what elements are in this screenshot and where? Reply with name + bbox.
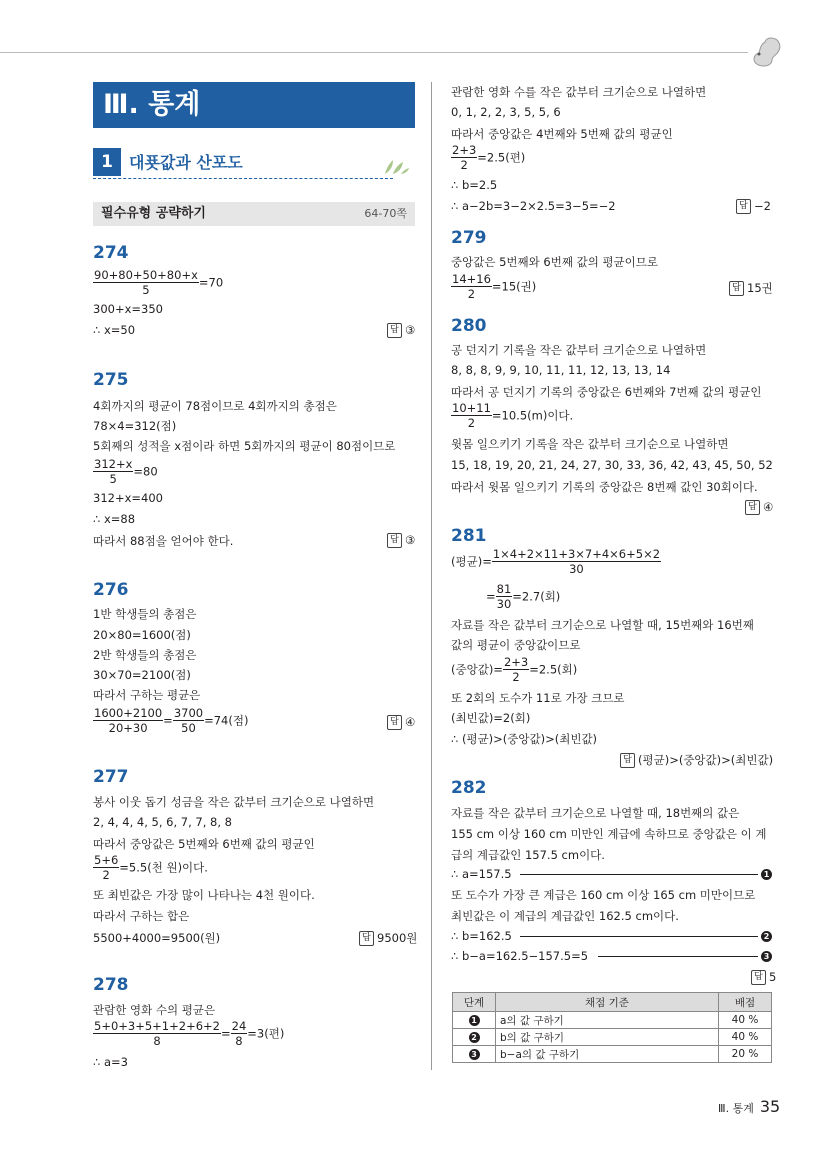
fraction-rest: =3(편) <box>247 1026 285 1041</box>
answer-value: ③ <box>405 533 416 547</box>
solution-line: 윗몸 일으키기 기록을 작은 값부터 크기순으로 나열하면 <box>451 437 729 451</box>
step-leader-line <box>520 936 758 937</box>
leaf-icon <box>381 158 411 176</box>
fraction-rest: =70 <box>198 275 224 290</box>
page-footer <box>718 1097 780 1116</box>
solution-line: 따라서 88점을 얻어야 한다. <box>93 534 234 548</box>
denominator: 30 <box>496 597 512 611</box>
step-marker: 1 <box>469 1015 480 1026</box>
fraction <box>451 272 536 301</box>
solution-line: 따라서 중앙값은 5번째와 6번째 값의 평균인 <box>93 837 315 851</box>
numerator: 14+16 <box>452 272 491 286</box>
numerator: 2+3 <box>452 143 477 157</box>
problem-number: 280 <box>451 316 487 336</box>
answer-value: 15권 <box>747 281 773 295</box>
problem-number: 275 <box>93 370 129 390</box>
answer-badge-icon: 답 <box>387 533 402 548</box>
answer-value: −2 <box>754 199 771 213</box>
denominator: 2 <box>467 287 476 301</box>
denominator: 2 <box>512 670 520 684</box>
fraction <box>451 547 661 576</box>
numerator: 312+x <box>94 457 133 471</box>
problem-number: 276 <box>93 580 129 600</box>
table-header: 배점 <box>719 993 772 1012</box>
squirrel-icon <box>745 32 785 72</box>
fraction-rest: =74(점) <box>204 713 249 728</box>
solution-line: ∴ x=88 <box>93 512 136 526</box>
denominator: 30 <box>569 562 584 576</box>
solution-line: 관람한 영화 수의 평균은 <box>93 1003 216 1017</box>
step-marker: 2 <box>761 931 772 942</box>
answer-value: ④ <box>763 500 774 514</box>
solution-line: ∴ (평균)>(중앙값)>(최빈값) <box>451 732 598 746</box>
equals: = <box>486 589 496 604</box>
numerator: 5+6 <box>94 853 119 867</box>
answer <box>359 930 417 946</box>
answer-value: 5 <box>769 970 777 984</box>
fraction <box>451 143 525 172</box>
denominator: 2 <box>467 416 476 430</box>
solution-line: 또 최빈값은 가장 많이 나타나는 4천 원이다. <box>93 888 315 902</box>
answer-value: (평균)>(중앙값)>(최빈값) <box>638 753 774 767</box>
answer-badge-icon: 답 <box>729 281 744 296</box>
practice-pages: 64-70쪽 <box>364 207 407 220</box>
solution-line: 2, 4, 4, 4, 5, 6, 7, 7, 8, 8 <box>93 815 232 829</box>
numerator: 90+80+50+80+x <box>94 268 198 282</box>
fraction <box>93 853 208 882</box>
solution-line: 4회까지의 평균이 78점이므로 4회까지의 총점은 <box>93 399 337 413</box>
solution-line: 관람한 영화 수를 작은 값부터 크기순으로 나열하면 <box>451 85 707 99</box>
solution-line: 5500+4000=9500(원) <box>93 931 221 945</box>
table-cell: a의 값 구하기 <box>496 1012 719 1029</box>
answer <box>751 970 776 985</box>
solution-line: 따라서 구하는 평균은 <box>93 688 201 702</box>
table-cell: 40 % <box>719 1029 772 1046</box>
equals: = <box>220 1026 231 1041</box>
table-cell: b−a의 값 구하기 <box>496 1046 719 1063</box>
fraction <box>451 401 573 430</box>
solution-line: 따라서 구하는 합은 <box>93 909 190 923</box>
answer-badge-icon: 답 <box>620 753 635 768</box>
table-header: 단계 <box>453 993 496 1012</box>
table-cell: 20 % <box>719 1046 772 1063</box>
fraction <box>93 706 248 735</box>
solution-line: 값의 평균이 중앙값이므로 <box>451 638 581 652</box>
problem-number: 281 <box>451 526 487 546</box>
practice-title: 필수유형 공략하기 <box>101 206 206 221</box>
section-title: 대푯값과 산포도 <box>129 153 243 172</box>
numerator: 2+3 <box>503 655 529 669</box>
solution-line: 공 던지기 기록을 작은 값부터 크기순으로 나열하면 <box>451 343 707 357</box>
solution-line: 1반 학생들의 총점은 <box>93 607 197 621</box>
denominator: 5 <box>142 283 150 297</box>
fraction-rest: =2.5(회) <box>529 662 578 677</box>
label: (평균)= <box>451 554 492 569</box>
solution-line: 최빈값은 이 계급의 계급값인 162.5 cm이다. <box>451 909 679 923</box>
solution-line: 8, 8, 8, 9, 9, 10, 11, 11, 12, 13, 13, 14 <box>451 363 671 377</box>
page-number: 35 <box>759 1097 781 1116</box>
label: (중앙값)= <box>451 662 503 677</box>
solution-line: 0, 1, 2, 2, 3, 5, 5, 6 <box>451 105 561 119</box>
header-rule <box>0 52 748 53</box>
denominator: 8 <box>235 1034 243 1048</box>
table-cell: b의 값 구하기 <box>496 1029 719 1046</box>
problem-number: 279 <box>451 228 487 248</box>
solution-line: 또 2회의 도수가 11로 가장 크므로 <box>451 691 625 705</box>
fraction <box>451 655 577 684</box>
practice-bar <box>93 202 415 226</box>
solution-line: ∴ b−a=162.5−157.5=5 <box>451 949 589 963</box>
problem-number: 282 <box>451 778 487 798</box>
table-row <box>453 1029 772 1046</box>
numerator: 1600+2100 <box>94 706 163 720</box>
solution-line: ∴ b=162.5 <box>451 929 512 943</box>
problem-number: 277 <box>93 767 129 787</box>
denominator: 50 <box>181 721 196 735</box>
table-header: 채점 기준 <box>496 993 719 1012</box>
scoring-table <box>452 992 772 1063</box>
answer-badge-icon: 답 <box>736 199 751 214</box>
section-header <box>93 148 393 179</box>
solution-line: 따라서 중앙값은 4번째와 5번째 값의 평균인 <box>451 127 673 141</box>
solution-line: ∴ a=3 <box>93 1055 128 1069</box>
problem-number: 278 <box>93 975 129 995</box>
step-marker: 2 <box>469 1032 480 1043</box>
solution-line: 따라서 윗몸 일으키기 기록의 중앙값은 8번째 값인 30회이다. <box>451 480 758 494</box>
answer <box>736 199 771 214</box>
answer-badge-icon: 답 <box>745 500 760 515</box>
numerator: 81 <box>496 582 512 596</box>
denominator: 2 <box>102 868 110 882</box>
fraction-rest: =2.7(회) <box>512 589 561 604</box>
fraction <box>93 1019 284 1048</box>
solution-line: 155 cm 이상 160 cm 미만인 계급에 속하므로 중앙값은 이 계 <box>451 827 767 841</box>
solution-line: 자료를 작은 값부터 크기순으로 나열할 때, 15번째와 16번째 <box>451 618 754 632</box>
answer <box>387 715 415 730</box>
answer <box>745 500 773 515</box>
chapter-numeral: Ⅲ <box>103 89 129 120</box>
solution-line: 따라서 공 던지기 기록의 중앙값은 6번째와 7번째 값의 평균인 <box>451 385 762 399</box>
numerator: 24 <box>231 1019 247 1033</box>
denominator: 5 <box>109 472 117 486</box>
answer-value: 9500원 <box>377 931 418 945</box>
answer <box>729 280 773 296</box>
fraction-rest: =10.5(m)이다. <box>491 408 574 423</box>
table-row <box>453 1046 772 1063</box>
footer-chapter: Ⅲ. 통계 <box>718 1102 754 1115</box>
answer <box>387 323 415 338</box>
fraction-rest: =2.5(편) <box>477 150 526 165</box>
column-divider <box>431 82 432 1070</box>
fraction <box>486 582 560 611</box>
step-leader-line <box>520 874 758 875</box>
solution-line: 30×70=2100(점) <box>93 668 191 682</box>
solution-line: 312+x=400 <box>93 491 163 505</box>
solution-line: ∴ b=2.5 <box>451 178 498 192</box>
numerator: 1×4+2×11+3×7+4×6+5×2 <box>492 547 661 561</box>
chapter-title: 통계 <box>148 89 201 120</box>
fraction-rest: =15(권) <box>491 279 537 294</box>
denominator: 2 <box>460 158 468 172</box>
table-row <box>453 1012 772 1029</box>
answer-value: ③ <box>405 323 416 337</box>
answer-value: ④ <box>405 715 416 729</box>
section-number: 1 <box>93 148 121 176</box>
denominator: 8 <box>153 1034 161 1048</box>
solution-line: 봉사 이웃 돕기 성금을 작은 값부터 크기순으로 나열하면 <box>93 795 375 809</box>
equals: = <box>163 713 173 728</box>
solution-line: 급의 계급값인 157.5 cm이다. <box>451 848 605 862</box>
answer <box>620 752 773 768</box>
solution-line: ∴ a−2b=3−2×2.5=3−5=−2 <box>451 199 616 213</box>
solution-line: 또 도수가 가장 큰 계급은 160 cm 이상 165 cm 미만이므로 <box>451 888 756 902</box>
answer-badge-icon: 답 <box>387 323 402 338</box>
step-leader-line <box>598 956 758 957</box>
fraction <box>93 457 158 486</box>
solution-line: 15, 18, 19, 20, 21, 24, 27, 30, 33, 36, 42, 43, 45, 50, 52 <box>451 458 773 472</box>
solution-line: 자료를 작은 값부터 크기순으로 나열할 때, 18번째의 값은 <box>451 806 740 820</box>
answer <box>387 533 415 548</box>
solution-line: ∴ x=50 <box>93 323 136 337</box>
solution-line: 300+x=350 <box>93 302 163 316</box>
numerator: 3700 <box>173 706 204 720</box>
answer-badge-icon: 답 <box>359 931 374 946</box>
step-marker: 3 <box>469 1049 480 1060</box>
numerator: 5+0+3+5+1+2+6+2 <box>94 1019 220 1033</box>
answer-badge-icon: 답 <box>751 970 766 985</box>
answer-badge-icon: 답 <box>387 715 402 730</box>
table-cell: 40 % <box>719 1012 772 1029</box>
solution-line: 2반 학생들의 총점은 <box>93 648 197 662</box>
fraction-rest: =5.5(천 원)이다. <box>119 860 208 875</box>
problem-number: 274 <box>93 243 129 263</box>
solution-line: 중앙값은 5번째와 6번째 값의 평균이므로 <box>451 255 658 269</box>
fraction <box>93 268 223 297</box>
solution-line: ∴ a=157.5 <box>451 867 512 881</box>
solution-line: 5회째의 성적을 x점이라 하면 5회까지의 평균이 80점이므로 <box>93 439 396 453</box>
numerator: 10+11 <box>452 401 491 415</box>
denominator: 20+30 <box>108 721 148 735</box>
solution-line: 20×80=1600(점) <box>93 628 191 642</box>
fraction-rest: =80 <box>133 464 158 479</box>
solution-line: 78×4=312(점) <box>93 419 177 433</box>
solution-line: (최빈값)=2(회) <box>451 711 531 725</box>
chapter-banner: Ⅲ. 통계 <box>93 82 415 128</box>
step-marker: 1 <box>761 869 772 880</box>
step-marker: 3 <box>761 951 772 962</box>
